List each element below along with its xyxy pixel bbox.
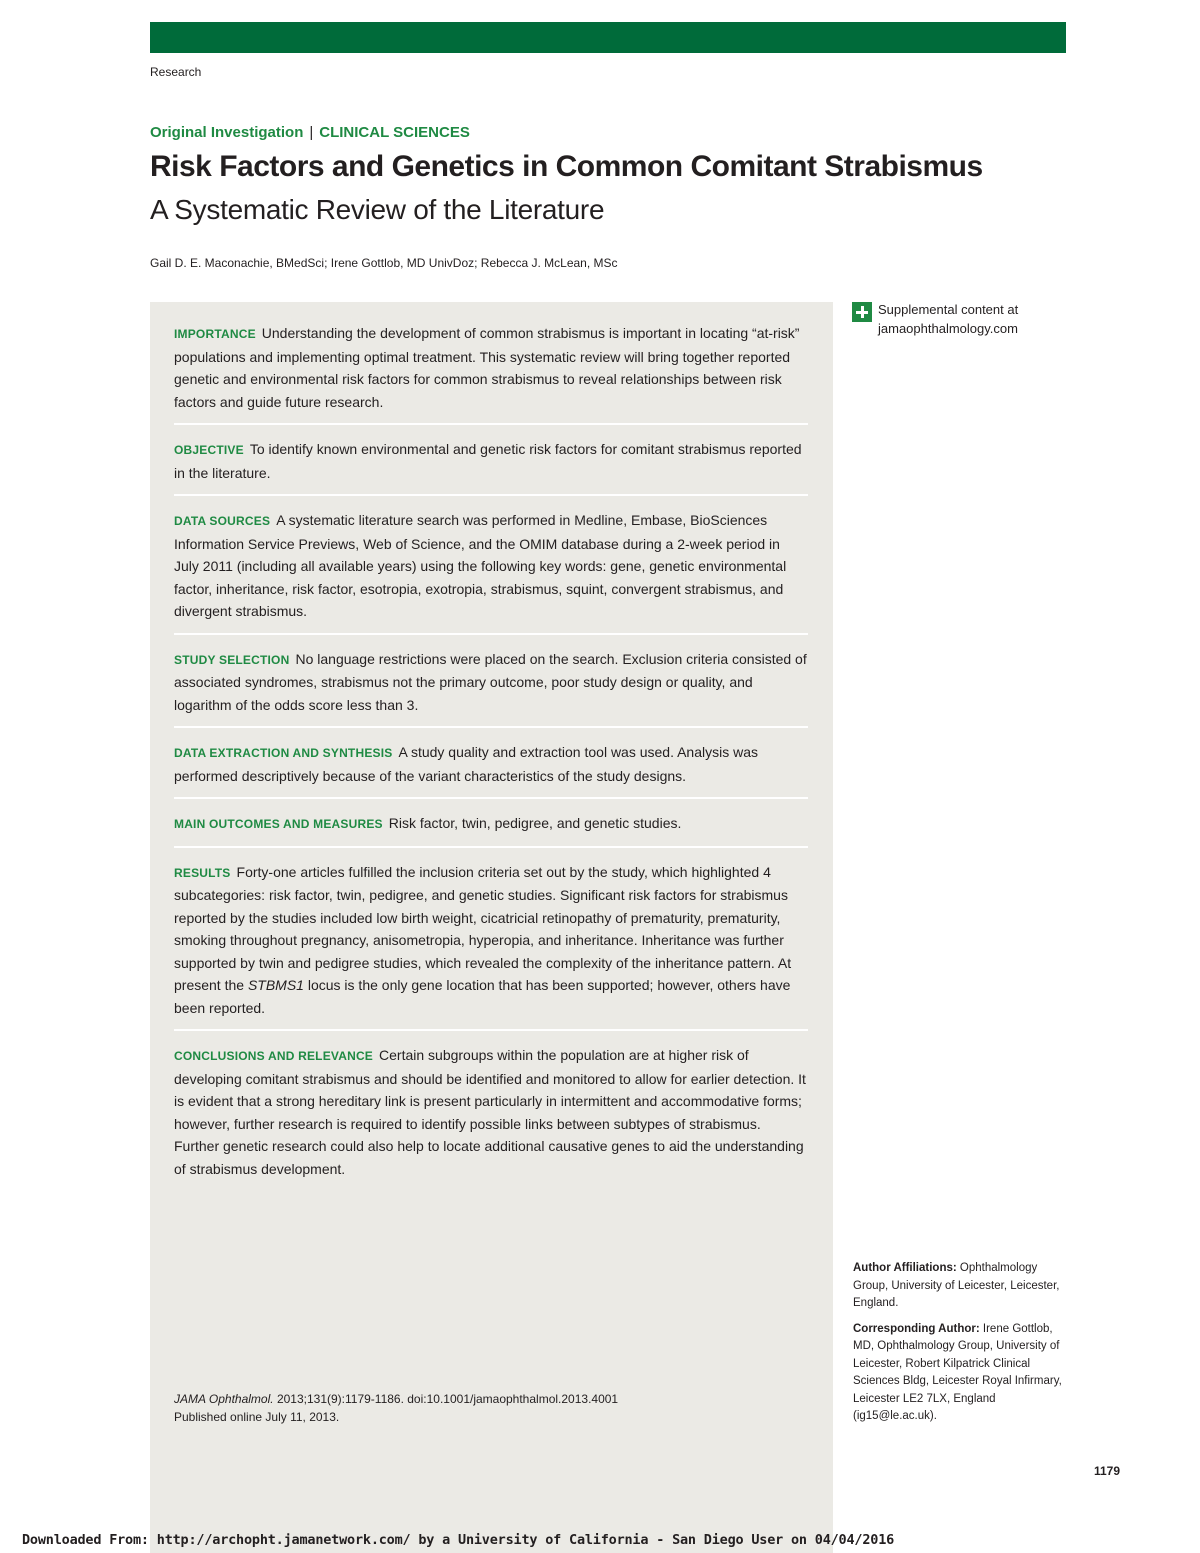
supplemental-label: Supplemental content at: [878, 302, 1019, 317]
section-heading: STUDY SELECTION: [174, 652, 290, 667]
section-text: Risk factor, twin, pedigree, and genetic studies.: [388, 815, 682, 831]
supplemental-text: [878, 300, 1018, 338]
download-notice: Downloaded From: http://archopht.jamanetwork.com/ by a University of California - San Diego User on 04/04/2016: [22, 1532, 895, 1548]
section-text: No language restrictions were placed on the search. Exclusion criteria consisted of associated syndromes, strabismus not the primary outcome, poor study design or quality, and logarithm of the odds score less than 3.: [174, 650, 807, 713]
abstract-data-sources: [174, 507, 808, 635]
abstract-importance: [174, 320, 808, 425]
affiliations-paragraph: [853, 1260, 1063, 1313]
abstract-study-selection: [174, 646, 808, 729]
author-affiliations: [853, 1260, 1063, 1434]
category-separator: |: [309, 124, 314, 141]
section-text-continued: locus is the only gene location that has been supported; however, others have been reported.: [174, 977, 791, 1016]
abstract-panel: [150, 302, 833, 1553]
page-number: 1179: [1094, 1464, 1121, 1478]
author-list: Gail D. E. Maconachie, BMedSci; Irene Gottlob, MD UnivDoz; Rebecca J. McLean, MSc: [150, 256, 618, 270]
section-text: Understanding the development of common strabismus is important in locating “at-risk” populations and implementing optimal treatment. This systematic review will bring together reported genetic and environmental risk factors for common strabismus to reveal relationships between risk factors and guide future research.: [174, 325, 800, 410]
abstract-data-extraction: [174, 739, 808, 799]
abstract-main-outcomes: [174, 810, 808, 848]
section-heading: OBJECTIVE: [174, 443, 244, 457]
corresponding-label: Corresponding Author:: [853, 1322, 980, 1335]
plus-icon: [852, 302, 872, 322]
abstract-conclusions: [174, 1042, 808, 1190]
corresponding-text: Irene Gottlob, MD, Ophthalmology Group, University of Leicester, Robert Kilpatrick Clinical Sciences Bldg, Leicester Royal Infirmary, Leicester LE2 7LX, England (ig15@le.ac.uk).: [853, 1322, 1062, 1422]
published-online: Published online July 11, 2013.: [174, 1410, 340, 1424]
abstract-objective: [174, 436, 808, 496]
section-heading: CONCLUSIONS AND RELEVANCE: [174, 1049, 374, 1063]
citation-reference: 2013;131(9):1179-1186. doi:10.1001/jamaophthalmol.2013.4001: [276, 1392, 619, 1406]
section-text: A systematic literature search was performed in Medline, Embase, BioSciences Information Service Previews, Web of Science, and the OMIM database during a 2-week period in July 2011 (including all available years) using the following key words: gene, genetic environmental factor, inheritance, risk factor, esotropia, exotropia, strabismus, squint, convergent strabismus, and divergent strabismus.: [174, 512, 787, 619]
citation-block: [174, 1390, 618, 1426]
section-heading: MAIN OUTCOMES AND MEASURES: [174, 817, 383, 831]
affiliations-text: Ophthalmology Group, University of Leicester, Leicester, England.: [853, 1262, 1060, 1309]
section-heading: DATA SOURCES: [174, 514, 271, 528]
article-title: Risk Factors and Genetics in Common Comitant Strabismus: [150, 150, 983, 183]
section-heading: DATA EXTRACTION AND SYNTHESIS: [174, 746, 393, 760]
article-topic: CLINICAL SCIENCES: [319, 124, 470, 141]
abstract-content: [174, 320, 808, 1201]
affiliations-label: Author Affiliations:: [853, 1262, 957, 1274]
section-text: Certain subgroups within the population are at higher risk of developing comitant strabismus and should be identified and monitored to allow for earlier detection. It is evident that a strong hereditary link is present particularly in intermittent and accommodative forms; however, further research is required to identify possible links between subtypes of strabismus. Further genetic research could also help to locate additional causative genes to aid the understanding of strabismus development.: [174, 1047, 806, 1177]
gene-locus-term: STBMS1: [247, 977, 304, 993]
section-label: Research: [150, 65, 202, 79]
citation-journal: JAMA Ophthalmol.: [174, 1392, 274, 1406]
section-heading: RESULTS: [174, 865, 231, 880]
journal-header-bar: [150, 22, 1066, 53]
article-category: [150, 124, 470, 141]
supplemental-url[interactable]: jamaophthalmology.com: [878, 321, 1018, 336]
section-heading: IMPORTANCE: [174, 327, 256, 341]
article-type: Original Investigation: [150, 124, 304, 141]
section-text: To identify known environmental and genetic risk factors for comitant strabismus reported in the literature.: [174, 441, 802, 481]
abstract-results: [174, 859, 808, 1032]
section-text: Forty-one articles fulfilled the inclusion criteria set out by the study, which highlighted 4 subcategories: risk factor, twin, pedigree, and genetic studies. Significant risk factors for strabismus reported by the studies included low birth weight, cicatricial retinopathy of prematurity, prematurity, smoking throughout pregnancy, anisometropia, hyperopia, and inheritance. Inheritance was further supported by twin and pedigree studies, which revealed the complexity of the inheritance pattern. At present the: [174, 863, 792, 993]
corresponding-author-paragraph: [853, 1321, 1063, 1426]
section-text: A study quality and extraction tool was used. Analysis was performed descriptively because of the variant characteristics of the study designs.: [174, 744, 759, 784]
article-subtitle: A Systematic Review of the Literature: [150, 194, 605, 225]
